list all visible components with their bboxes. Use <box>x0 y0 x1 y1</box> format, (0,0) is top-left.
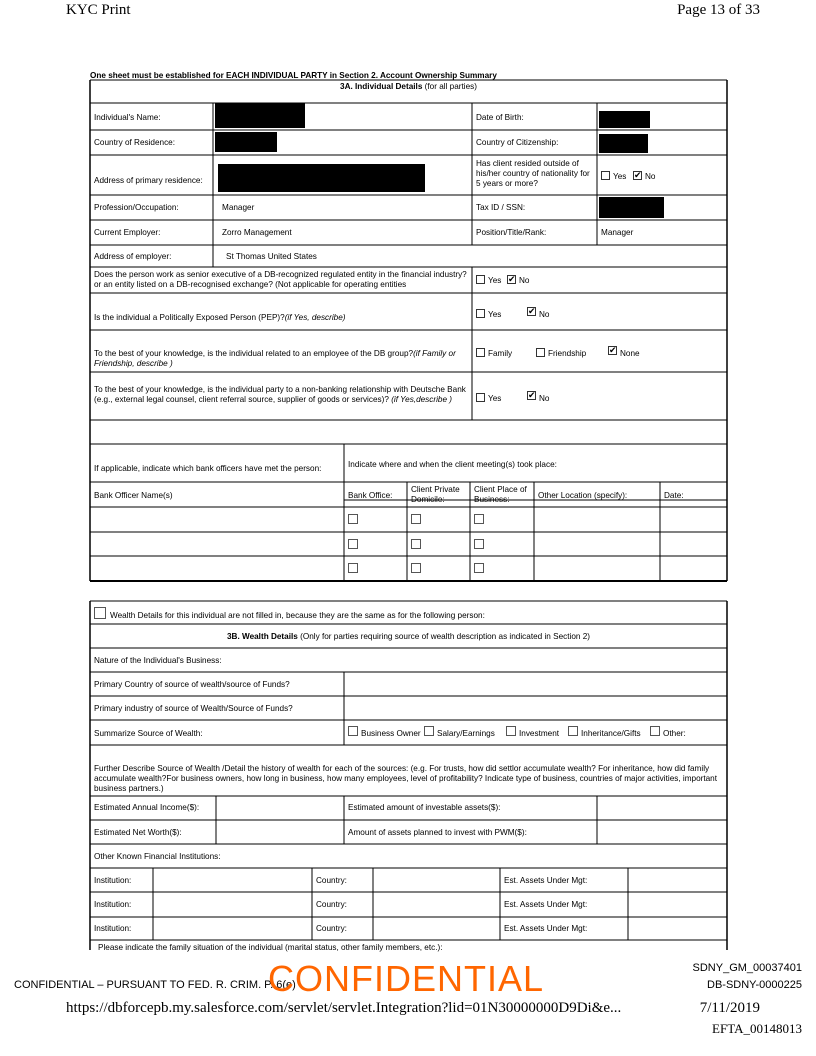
name-label: Individual's Name: <box>94 113 161 122</box>
institution-1-label: Institution: <box>94 876 132 885</box>
resided-question: Has client resided outside of his/her country of nationality for 5 years or more? <box>476 159 590 188</box>
employer-address-value: St Thomas United States <box>226 252 317 261</box>
institution-3-label: Institution: <box>94 924 132 933</box>
family-situation-label: Please indicate the family situation of the individual (marital status, other family members, etc.): <box>98 943 443 952</box>
bates-db-sdny: DB-SDNY-0000225 <box>707 979 802 991</box>
institution-2-country-label: Country: <box>316 900 347 909</box>
institution-2-assets-label: Est. Assets Under Mgt: <box>504 900 588 909</box>
source-salary-label: Salary/Earnings <box>437 729 495 738</box>
employer-value: Zorro Management <box>222 228 292 237</box>
residence-label: Country of Residence: <box>94 138 176 147</box>
source-investment-checkbox[interactable] <box>506 726 516 736</box>
annual-income-label: Estimated Annual Income($): <box>94 803 200 812</box>
source-url: https://dbforcepb.my.salesforce.com/servlet/servlet.Integration?lid=01N30000000D9Di&e... <box>66 1000 622 1016</box>
section-3a-title-rest: (for all parties) <box>422 82 477 91</box>
pep-yes-label: Yes <box>488 310 502 319</box>
pep-no-label: No <box>539 310 550 319</box>
col-officer-names: Bank Officer Name(s) <box>94 491 173 500</box>
source-inheritance-checkbox[interactable] <box>568 726 578 736</box>
wealth-same-as-label: Wealth Details for this individual are not filled in, because they are the same as for the following person: <box>110 611 485 620</box>
senior-yes-label: Yes <box>488 276 502 285</box>
pep-question-hint: (if Yes, describe) <box>284 313 346 322</box>
planned-pwm-label: Amount of assets planned to invest with PWM($): <box>348 828 527 837</box>
primary-industry-label: Primary industry of source of Wealth/Source of Funds? <box>94 704 293 713</box>
profession-value: Manager <box>222 203 255 212</box>
source-investment-label: Investment <box>519 729 560 738</box>
col-place-of-business: Client Place of Business: <box>474 485 527 504</box>
page-number: Page 13 of 33 <box>677 2 760 18</box>
summarize-wealth-label: Summarize Source of Wealth: <box>94 729 203 738</box>
related-question-hint: (if Family or Friendship, describe ) <box>94 349 456 368</box>
print-header-title: KYC Print <box>66 2 131 18</box>
address-label: Address of primary residence: <box>94 176 203 185</box>
meeting-question: Indicate where and when the client meeting(s) took place: <box>348 460 557 469</box>
related-none-label: None <box>620 349 640 358</box>
institution-2-label: Institution: <box>94 900 132 909</box>
section-3b-title <box>90 632 727 642</box>
institution-3-country-label: Country: <box>316 924 347 933</box>
related-family-label: Family <box>488 349 513 358</box>
section-3a-title-bold: 3A. Individual Details <box>340 82 423 91</box>
col-other-location: Other Location (specify): <box>538 491 628 500</box>
citizenship-label: Country of Citizenship: <box>476 138 559 147</box>
resided-yes-label: Yes <box>613 172 627 181</box>
profession-label: Profession/Occupation: <box>94 203 179 212</box>
senior-no-label: No <box>519 276 530 285</box>
position-value: Manager <box>601 228 634 237</box>
investable-assets-label: Estimated amount of investable assets($): <box>348 803 501 812</box>
related-friendship-label: Friendship <box>548 349 587 358</box>
section-3b-title-bold: 3B. Wealth Details <box>226 632 298 641</box>
primary-country-label: Primary Country of source of wealth/source of Funds? <box>94 680 290 689</box>
position-label: Position/Title/Rank: <box>476 228 547 237</box>
bates-sdny: SDNY_GM_00037401 <box>692 962 802 974</box>
institution-1-assets-label: Est. Assets Under Mgt: <box>504 876 588 885</box>
related-question-text: To the best of your knowledge, is the individual related to an employee of the DB group? <box>94 349 414 358</box>
nature-of-business-label: Nature of the Individual's Business: <box>94 656 222 665</box>
intro-instruction: One sheet must be established for EACH INDIVIDUAL PARTY in Section 2. Account Ownership Summary <box>90 71 497 80</box>
section-3b-title-rest: (Only for parties requiring source of wealth description as indicated in Section 2) <box>297 632 590 641</box>
wealth-same-as-checkbox[interactable] <box>94 607 106 619</box>
confidential-stamp: CONFIDENTIAL <box>268 958 545 999</box>
source-other-checkbox[interactable] <box>650 726 660 736</box>
other-institutions-label: Other Known Financial Institutions: <box>94 852 221 861</box>
officers-question: If applicable, indicate which bank officers have met the person: <box>94 464 322 473</box>
print-date: 7/11/2019 <box>699 1000 760 1016</box>
pep-question-text: Is the individual a Politically Exposed Person (PEP)? <box>94 313 285 322</box>
confidential-notice: CONFIDENTIAL – PURSUANT TO FED. R. CRIM. P. 6(e) <box>14 979 296 991</box>
dob-label: Date of Birth: <box>476 113 524 122</box>
source-inheritance-label: Inheritance/Gifts <box>581 729 641 738</box>
institution-1-country-label: Country: <box>316 876 347 885</box>
source-business-owner-label: Business Owner <box>361 729 421 738</box>
col-bank-office: Bank Office: <box>348 491 393 500</box>
col-private-domicile: Client Private Domicile: <box>411 485 460 504</box>
institution-3-assets-label: Est. Assets Under Mgt: <box>504 924 588 933</box>
senior-exec-question: Does the person work as senior executive of a DB-recognized regulated entity in the financial industry? or an entity listed on a DB-recognised exchange? (Not applicable for operating entities <box>94 270 467 289</box>
party-question-text: To the best of your knowledge, is the individual party to a non-banking relationship with Deutsche Bank (e.g., external legal counsel, client referral source, supplier of goods or services)? <box>94 385 466 404</box>
further-describe-label: Further Describe Source of Wealth /Detail the history of wealth for each of the sources: (e.g. For trusts, how did settlor accumulate wealth? For inheritance, how did family accumulate wealth?For business owners, how long in business, how many employees, level of profitability? Indicate type of business, countries of major activities, important business partners.) <box>94 764 718 793</box>
party-yes-label: Yes <box>488 394 502 403</box>
resided-no-label: No <box>645 172 656 181</box>
employer-address-label: Address of employer: <box>94 252 172 261</box>
source-business-owner-checkbox[interactable] <box>348 726 358 736</box>
source-salary-checkbox[interactable] <box>424 726 434 736</box>
party-question-hint: (if Yes,describe ) <box>391 395 453 404</box>
party-no-label: No <box>539 394 550 403</box>
net-worth-label: Estimated Net Worth($): <box>94 828 182 837</box>
source-other-label: Other: <box>663 729 686 738</box>
col-date: Date: <box>664 491 684 500</box>
employer-label: Current Employer: <box>94 228 161 237</box>
efta-number: EFTA_00148013 <box>712 1021 802 1036</box>
taxid-label: Tax ID / SSN: <box>476 203 526 212</box>
